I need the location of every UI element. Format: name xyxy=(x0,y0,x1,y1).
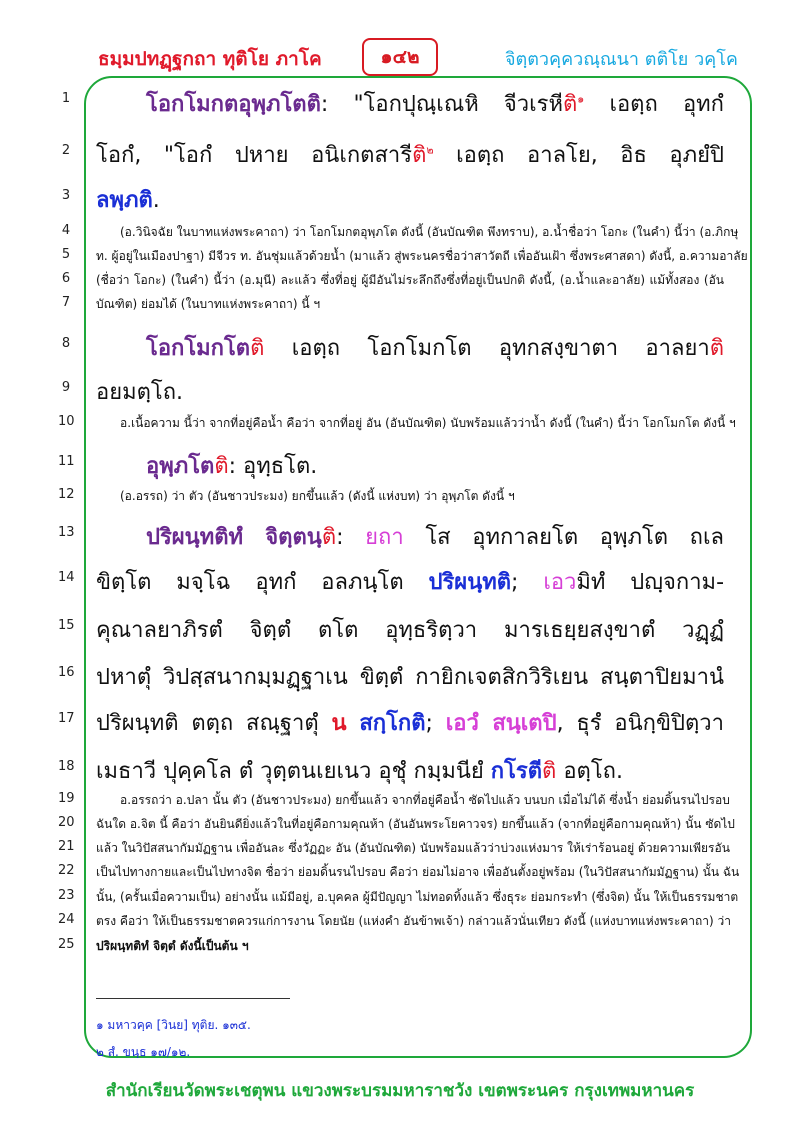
text: เอตฺถ โอกโมกโต อุทกสงฺขาตา อาลยา xyxy=(264,336,710,361)
iti-marker: ติ xyxy=(412,143,427,168)
term: อุพฺภโต xyxy=(146,454,215,479)
footnote-2: ๒ สํ. ขนฺธ ๑๗/๑๒. xyxy=(96,1045,191,1059)
line-number: 13 xyxy=(58,525,75,540)
line-number: 6 xyxy=(61,271,71,286)
text: : "โอกปุณฺเณหิ จีวเรหี xyxy=(320,92,563,117)
verse-line-15: คุณาลยาภิรตํ จิตฺตํ ตโต อุทฺธริตฺวา มารเธยฺยสงฺขาตํ วฏฺฏํ xyxy=(96,618,724,643)
verse-line-13 xyxy=(96,519,724,554)
text: โส อุทกาลยโต อุพฺภโต ถเล xyxy=(403,525,724,550)
line-number: 21 xyxy=(58,839,75,854)
line-number: 11 xyxy=(58,454,75,469)
text: เมธาวี ปุคฺคโล ตํ วุตฺตนเยเนว อุชุํ กมฺมนียํ xyxy=(96,759,491,784)
translation-line-5: ท. ผู้อยู่ในเมืองปาฐา) มีจีวร ท. อันชุ่มแล้วด้วยน้ำ (มาแล้ว สู่พระนครชื่อว่าสาวัตถี เพื่ออันเฝ้า ซึ่งพระศาสดา) ดังนี้, อ.ความอาลัย xyxy=(96,249,748,263)
term: สกฺโกติ xyxy=(359,711,426,736)
footnote-divider xyxy=(96,998,290,999)
iti-marker: ติ xyxy=(250,336,265,361)
line-number: 5 xyxy=(61,247,71,262)
line-number: 22 xyxy=(58,863,75,878)
text: . xyxy=(152,188,160,213)
line-number: 1 xyxy=(61,91,71,106)
text: เอตฺถ อาลโย, อิธ อุภยํปิ xyxy=(433,143,724,168)
translation-line-22: เป็นไปทางกายและเป็นไปทางจิต ชื่อว่า ย่อมดิ้นรนไปรอบ คือว่า ย่อมไม่อาจ เพื่ออันตั้งอยู่พร้อม (ในวิปัสสนากัมมัฏฐาน) นั้น ฉัน xyxy=(96,865,740,879)
verse-line-1 xyxy=(96,86,724,121)
iti-marker: ติ xyxy=(542,759,557,784)
text: ปริผนฺทติ ตตฺถ สณฺฐาตุํ xyxy=(96,711,332,736)
translation-line-4: (อ.วินิจฉัย ในบาทแห่งพระคาถา) ว่า โอกโมกตอุพฺภโต ดังนี้ (อันบัณฑิต พึงทราบ), อ.น้ำชื่อว่า โอกะ (ในคำ) นี้ว่า (อ.ภิกษุ xyxy=(120,225,739,239)
verse-line-3 xyxy=(96,182,724,217)
term: เอว xyxy=(543,570,577,595)
translation-line-23: นั้น, (ครั้นเมื่อความเป็น) อย่างนั้น แม้มีอยู่, อ.บุคคล ผู้มีปัญญา ไม่ทอดทิ้งแล้ว ซึ่งธุระ ย่อมกระทำ (ซึ่งจิต) นั้น ให้เป็นธรรมชาต xyxy=(96,890,739,904)
text: : xyxy=(336,525,366,550)
text: ; xyxy=(511,570,544,595)
translation-line-6: (ชื่อว่า โอกะ) (ในคำ) นี้ว่า (อ.มุนี) ละแล้ว ซึ่งที่อยู่ ผู้มีอันไม่ระลึกถึงซึ่งที่อยู่เป็นปกติ ดังนี้, (อ.น้ำและอาลัย) แม้ทั้งสอง (อัน xyxy=(96,273,724,287)
translation-line-10: อ.เนื้อความ นี้ว่า จากที่อยู่คือน้ำ คือว่า จากที่อยู่ อัน (อันบัณฑิต) นับพร้อมแล้วว่าน้ำ ดังนี้ (ในคำ) นี้ว่า โอกโมกโต ดังนี้ ฯ xyxy=(120,416,736,430)
iti-marker: ติ xyxy=(214,454,229,479)
footnote-ref: ๒ xyxy=(426,143,434,157)
text: ขิตฺโต มจฺโฉ อุทกํ อลภนฺโต xyxy=(96,570,429,595)
translation-line-12: (อ.อรรถ) ว่า ตัว (อันชาวประมง) ยกขึ้นแล้ว (ดังนี้ แห่งบท) ว่า อุพฺภโต ดังนี้ ฯ xyxy=(120,489,515,503)
text xyxy=(347,711,360,736)
line-number: 23 xyxy=(58,888,75,903)
line-number: 19 xyxy=(58,791,75,806)
line-number: 3 xyxy=(61,188,71,203)
text: เอตฺถ อุทกํ xyxy=(584,92,724,117)
header-chapter-title: จิตฺตวคฺควณฺณนา ตติโย วคฺโค xyxy=(505,49,738,70)
term: ลพฺภติ xyxy=(96,188,153,213)
line-number: 20 xyxy=(58,815,75,830)
term: น xyxy=(331,711,347,736)
translation-line-7: บัณฑิต) ย่อมได้ (ในบาทแห่งพระคาถา) นี้ ฯ xyxy=(96,297,321,311)
line-number: 17 xyxy=(58,711,75,726)
verse-line-14 xyxy=(96,564,724,599)
text: อตฺโถ. xyxy=(556,759,623,784)
term: ยถา xyxy=(365,525,404,550)
verse-line-18 xyxy=(96,753,724,788)
line-number: 7 xyxy=(61,295,71,310)
verse-line-16: ปหาตุํ วิปสฺสนากมฺมฏฺฐาเน ขิตฺตํ กายิกเจตสิกวิริเยน สนฺตาปิยมานํ xyxy=(96,665,724,690)
line-number: 8 xyxy=(61,336,71,351)
text: : อุทฺธโต. xyxy=(228,454,318,479)
line-number: 2 xyxy=(61,143,71,158)
footnote-ref: ๑ xyxy=(577,92,585,106)
term: ปริผนฺทติ xyxy=(428,570,512,595)
iti-marker: ติ xyxy=(321,525,337,550)
line-number: 10 xyxy=(58,414,75,429)
translation-line-19: อ.อรรถว่า อ.ปลา นั้น ตัว (อันชาวประมง) ยกขึ้นแล้ว จากที่อยู่คือน้ำ ซัดไปแล้ว บนบก เมื่อไม่ได้ ซึ่งน้ำ ย่อมดิ้นรนไปรอบ xyxy=(120,793,730,807)
footnote-1: ๑ มหาวคฺค [วินย] ทุติย. ๑๓๕. xyxy=(96,1018,251,1032)
term: กโรตี xyxy=(490,759,543,784)
iti-marker: ติ xyxy=(709,336,724,361)
translation-line-21: แล้ว ในวิปัสสนากัมมัฏฐาน เพื่ออันละ ซึ่งวัฏฏะ อัน (อันบัณฑิต) นับพร้อมแล้วว่าบ่วงแห่งมาร ให้เร่าร้อนอยู่ ด้วยความเพียรอัน xyxy=(96,841,730,855)
term: โอกโมกโต xyxy=(146,336,251,361)
line-number: 16 xyxy=(58,665,75,680)
page-footer: สำนักเรียนวัดพระเชตุพน แขวงพระบรมมหาราชวัง เขตพระนคร กรุงเทพมหานคร xyxy=(105,1081,695,1101)
line-number: 15 xyxy=(58,618,75,633)
translation-line-20: ฉันใด อ.จิต นี้ คือว่า อันยินดียิ่งแล้วในที่อยู่คือกามคุณห้า (อันอันพระโยคาวจร) ยกขึ้นแล้ว (จากที่อยู่คือกามคุณห้า) นั้น ซัดไป xyxy=(96,817,735,831)
line-number: 4 xyxy=(61,223,71,238)
verse-line-17 xyxy=(96,705,724,740)
page-number: ๑๔๒ xyxy=(362,38,438,76)
verse-line-11 xyxy=(96,448,724,483)
text: ; xyxy=(425,711,446,736)
text: มิทํ ปญฺจกาม- xyxy=(576,570,725,595)
line-number: 18 xyxy=(58,759,75,774)
verse-line-9: อยมตฺโถ. xyxy=(96,380,184,405)
term: ปริผนฺทติทํ จิตฺตนฺ xyxy=(146,525,322,550)
verse-line-2 xyxy=(96,137,724,172)
translation-line-24: ตรง คือว่า ให้เป็นธรรมชาตควรแก่การงาน โดยนัย (แห่งคำ อันข้าพเจ้า) กล่าวแล้วนั่นเทียว ดังนี้ (แห่งบาทแห่งพระคาถา) ว่า xyxy=(96,914,732,928)
verse-line-8 xyxy=(96,330,724,365)
text: , ธุรํ อนิกฺขิปิตฺวา xyxy=(556,711,725,736)
translation-line-25: ปริผนฺทติทํ จิตฺตํ ดังนี้เป็นต้น ฯ xyxy=(96,939,249,953)
line-number: 9 xyxy=(61,380,71,395)
line-number: 14 xyxy=(58,570,75,585)
term: โอกโมกตอุพฺภโตติ xyxy=(146,92,321,117)
line-number: 25 xyxy=(58,937,75,952)
header-book-title: ธมฺมปทฏฺฐกถา ทุติโย ภาโค xyxy=(98,48,322,70)
iti-marker: ติ xyxy=(563,92,578,117)
line-number: 12 xyxy=(58,487,75,502)
term: เอวํ สนฺเตปิ xyxy=(445,711,557,736)
text: โอกํ, "โอกํ ปหาย อนิเกตสารี xyxy=(96,143,413,168)
line-number: 24 xyxy=(58,912,75,927)
